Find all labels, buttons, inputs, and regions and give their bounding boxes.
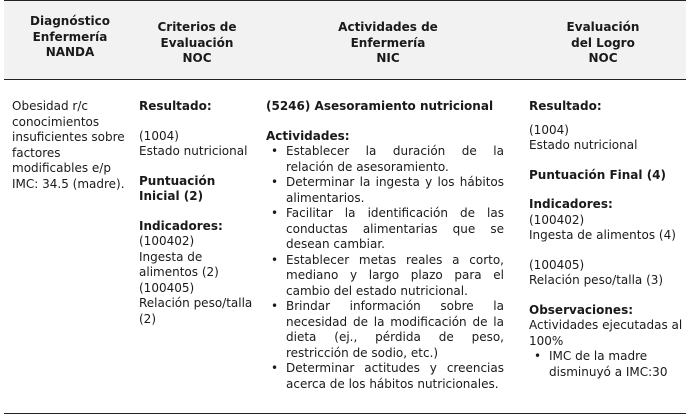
- list-item: • IMC de la madre disminuyó a IMC:30: [529, 349, 683, 380]
- result-code: (1004): [529, 122, 569, 137]
- list-item: • Determinar actitudes y creencias acerca de los hábitos nutricionales.: [266, 361, 504, 392]
- indicator-code: (100405): [529, 257, 585, 272]
- result-code: (1004): [139, 128, 179, 143]
- initial-score: Puntuación Inicial (2): [139, 173, 216, 203]
- noc-evaluation-cell: [529, 99, 683, 380]
- header-nic: Actividades de Enfermería NIC: [338, 20, 438, 65]
- intervention-title: (5246) Asesoramiento nutricional: [266, 99, 494, 113]
- nic-activities-cell: [266, 99, 504, 392]
- nanda-diagnosis-cell: [12, 99, 128, 192]
- result-label: Resultado:: [529, 99, 602, 113]
- list-item: • Brindar información sobre la necesidad de la modificación de la dieta (ej., pérdida de peso, restricción de sodio, etc.): [266, 299, 504, 361]
- activities-label: Actividades:: [266, 128, 350, 143]
- observations-text: Actividades ejecutadas al 100%: [529, 318, 683, 348]
- activities-list: [266, 144, 504, 392]
- header-noc-criteria: Criterios de Evaluación NOC: [157, 20, 237, 65]
- header-nanda: Diagnóstico Enfermería NANDA: [30, 14, 110, 59]
- diagnosis-text: Obesidad r/c conocimientos insuficientes sobre factores modificables e/p IMC: 34.5 (madre).: [12, 99, 125, 191]
- final-score: Puntuación Final (4): [529, 167, 667, 182]
- observations-list: [529, 349, 683, 380]
- indicator-text: Relación peso/talla (2): [139, 296, 253, 326]
- indicator-code: (100402): [139, 234, 195, 248]
- result-name: Estado nutricional: [529, 138, 638, 152]
- indicator-text: Ingesta de alimentos (2): [139, 249, 219, 279]
- list-item: • Determinar la ingesta y los hábitos alimentarios.: [266, 175, 504, 206]
- result-name: Estado nutricional: [139, 144, 248, 158]
- indicator-text: Relación peso/talla (3): [529, 273, 664, 287]
- indicators-label: Indicadores:: [139, 218, 223, 233]
- noc-criteria-cell: [139, 99, 259, 327]
- result-label: Resultado:: [139, 99, 212, 113]
- table-bottom-rule: [4, 413, 686, 414]
- observations-label: Observaciones:: [529, 302, 634, 317]
- header-noc-evaluation: Evaluación del Logro NOC: [566, 20, 640, 65]
- indicator-code: (100402): [529, 212, 585, 227]
- indicator-code: (100405): [139, 280, 195, 295]
- list-item: • Establecer metas reales a corto, mediano y largo plazo para el cambio del estado nutricional.: [266, 253, 504, 300]
- indicators-label: Indicadores:: [529, 197, 613, 211]
- list-item: • Facilitar la identificación de las conductas alimentarias que se desean cambiar.: [266, 206, 504, 253]
- indicator-text: Ingesta de alimentos (4): [529, 228, 676, 242]
- list-item: • Establecer la duración de la relación de asesoramiento.: [266, 144, 504, 175]
